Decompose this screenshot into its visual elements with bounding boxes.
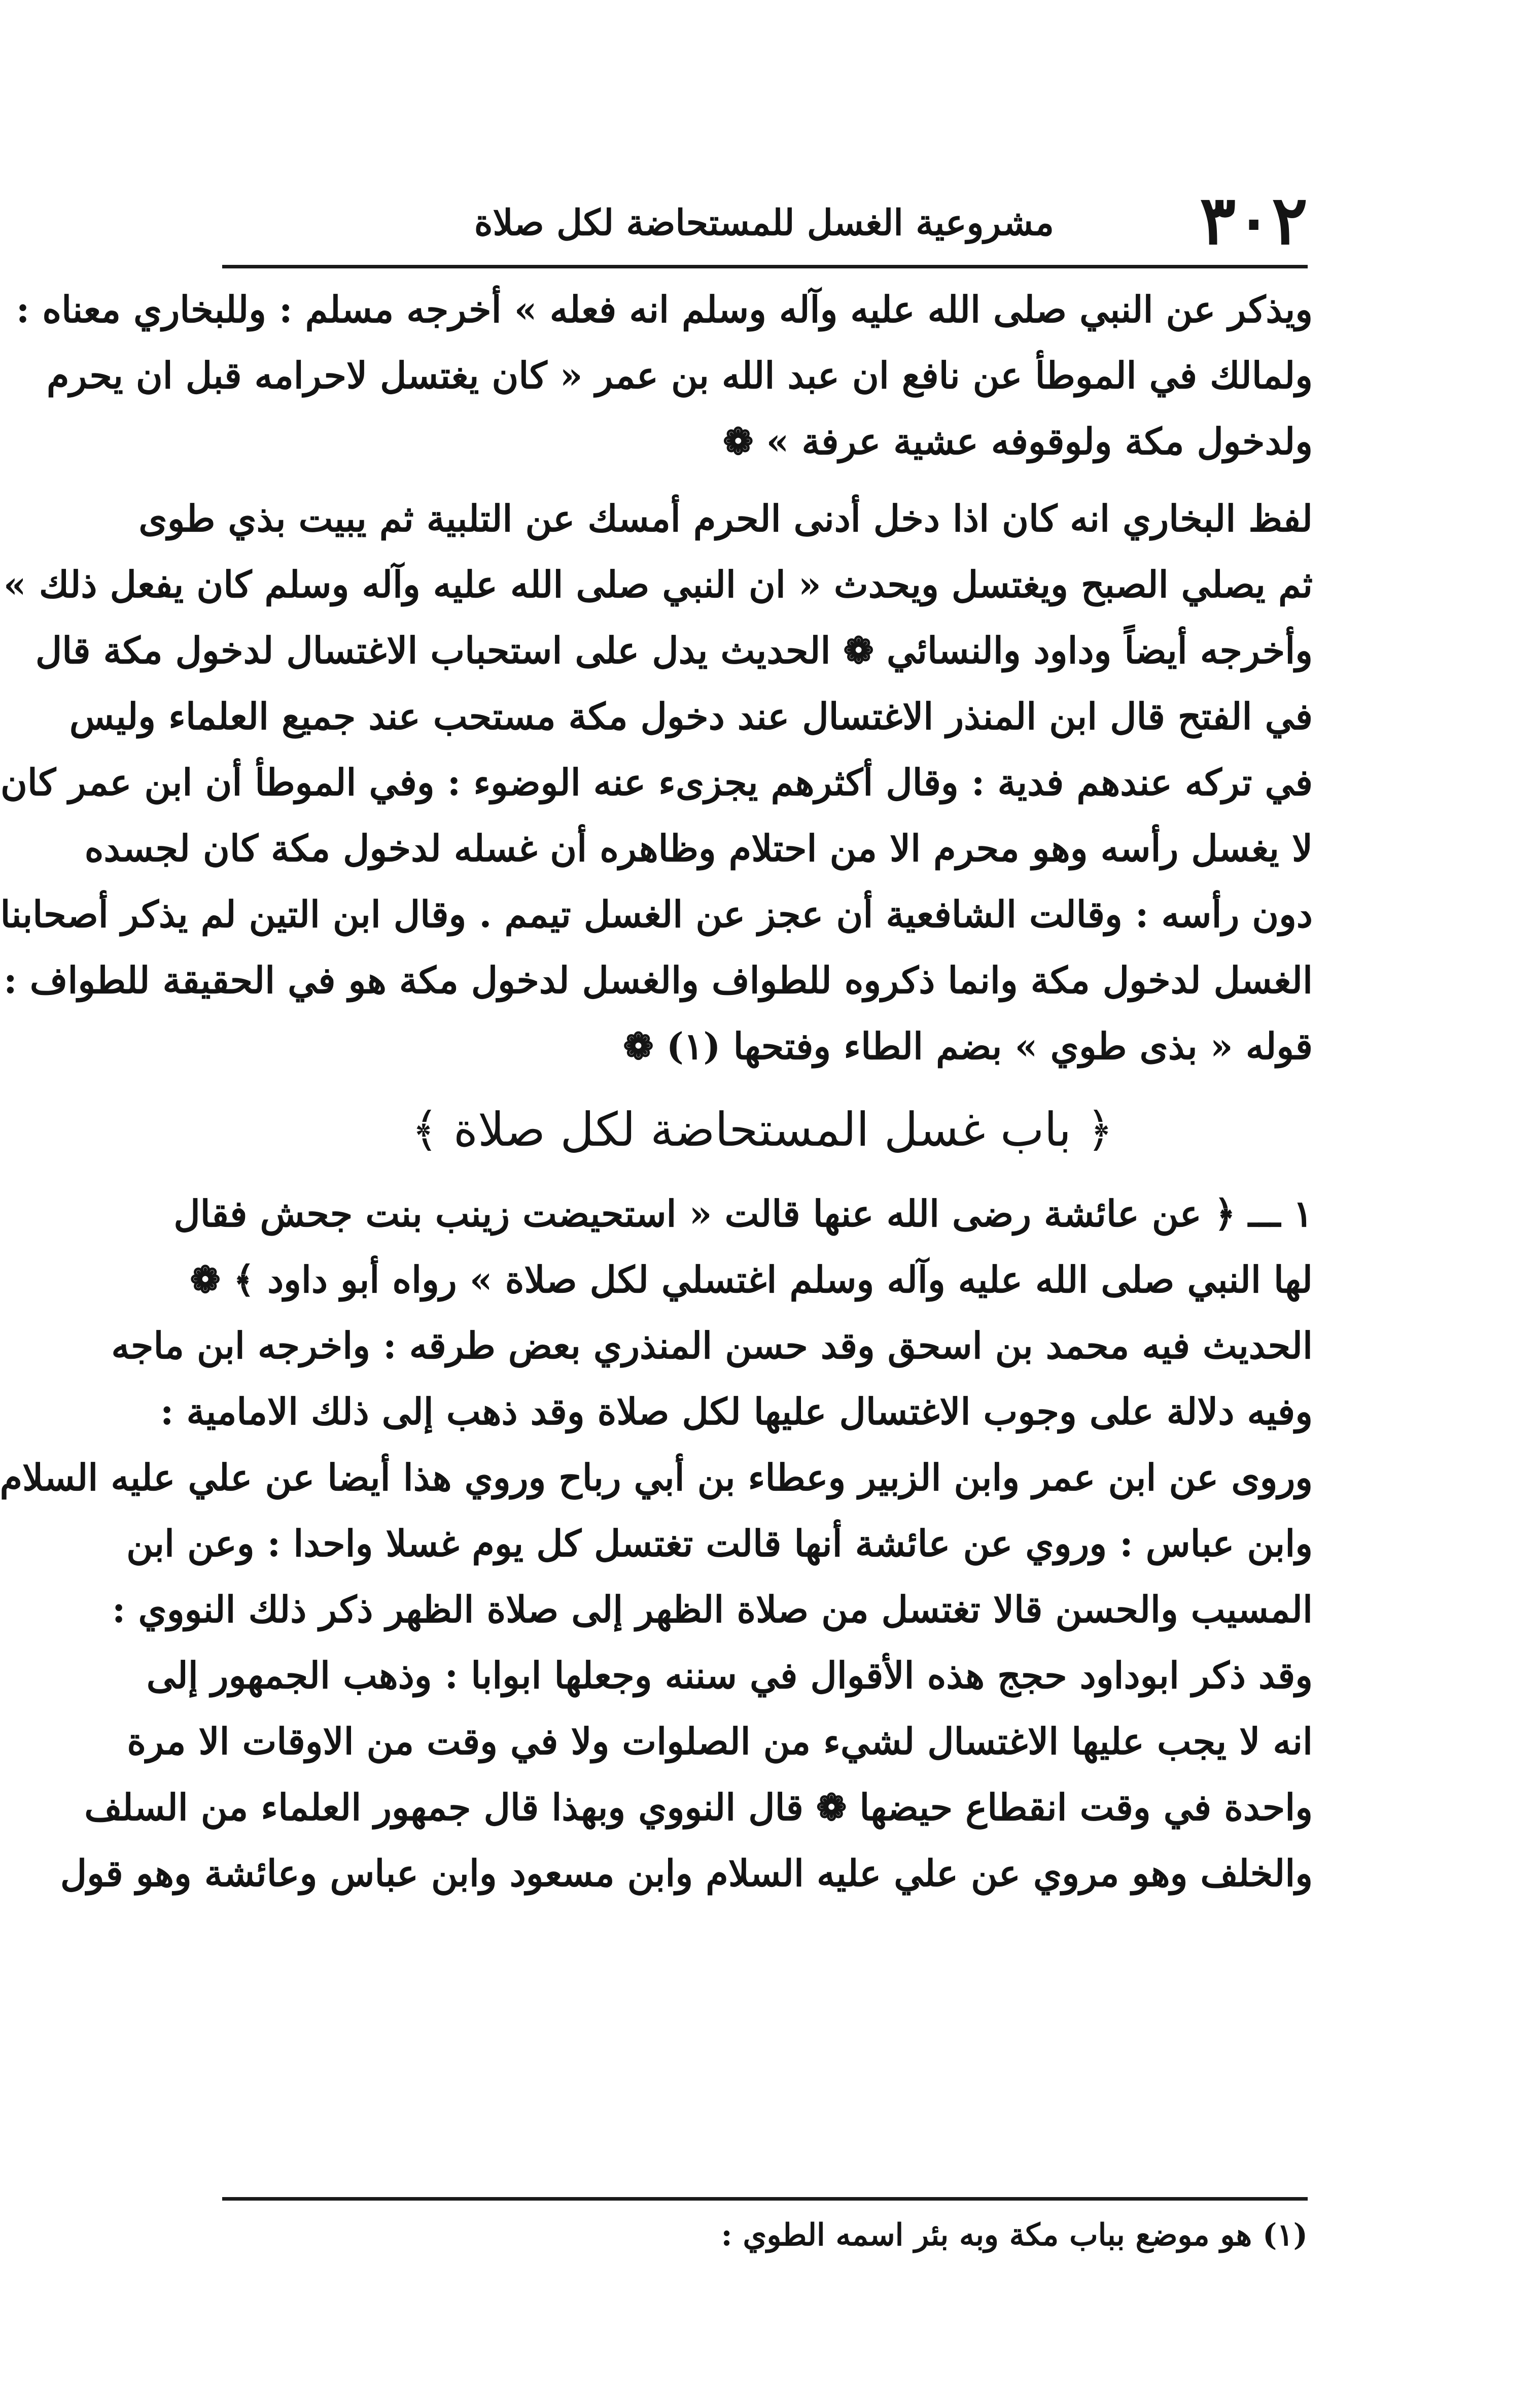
text-line: الغسل لدخول مكة وانما ذكروه للطواف والغسل لدخول مكة هو في الحقيقة للطواف : bbox=[4, 958, 1313, 1002]
text-line: واحدة في وقت انقطاع حيضها ❁ قال النووي وبهذا قال جمهور العلماء من السلف bbox=[84, 1786, 1313, 1829]
main-text bbox=[0, 277, 1313, 1906]
page-number: ٣٠٢ bbox=[1200, 181, 1308, 260]
hadith-line: لها النبي صلى الله عليه وآله وسلم اغتسلي لكل صلاة » رواه أبو داود ﴾ ❁ bbox=[190, 1258, 1313, 1301]
text-line: ثم يصلي الصبح ويغتسل ويحدث « ان النبي صلى الله عليه وآله وسلم كان يفعل ذلك » bbox=[3, 563, 1313, 606]
text-line: لفظ البخاري انه كان اذا دخل أدنى الحرم أمسك عن التلبية ثم يبيت بذي طوى bbox=[138, 497, 1313, 540]
text-line: انه لا يجب عليها الاغتسال لشيء من الصلوات ولا في وقت من الاوقات الا مرة bbox=[127, 1720, 1313, 1763]
footnote-rule bbox=[222, 2197, 1308, 2201]
text-line: قوله « بذى طوي » بضم الطاء وفتحها (١) ❁ bbox=[623, 1024, 1313, 1068]
text-line: المسيب والحسن قالا تغتسل من صلاة الظهر إلى صلاة الظهر ذكر ذلك النووي : bbox=[112, 1588, 1313, 1631]
text-line: وأخرجه أيضاً وداود والنسائي ❁ الحديث يدل على استحباب الاغتسال لدخول مكة قال bbox=[35, 629, 1313, 672]
header-rule bbox=[222, 265, 1308, 268]
hadith-line: ١ ـــ ﴿ عن عائشة رضى الله عنها قالت « استحيضت زينب بنت جحش فقال bbox=[173, 1192, 1313, 1235]
chapter-heading: ﴿ باب غسل المستحاضة لكل صلاة ﴾ bbox=[411, 1103, 1114, 1157]
text-line: في الفتح قال ابن المنذر الاغتسال عند دخول مكة مستحب عند جميع العلماء وليس bbox=[69, 695, 1313, 738]
page-header bbox=[222, 183, 1308, 264]
paragraph-gap bbox=[212, 474, 1313, 486]
text-line: في تركه عندهم فدية : وقال أكثرهم يجزىء عنه الوضوء : وفي الموطأ أن ابن عمر كان bbox=[1, 761, 1313, 804]
text-line: وفيه دلالة على وجوب الاغتسال عليها لكل صلاة وقد ذهب إلى ذلك الامامية : bbox=[160, 1390, 1313, 1433]
text-line: وقد ذكر ابوداود حجج هذه الأقوال في سننه وجعلها ابوابا : وذهب الجمهور إلى bbox=[146, 1654, 1313, 1697]
text-line: دون رأسه : وقالت الشافعية أن عجز عن الغسل تيمم . وقال ابن التين لم يذكر أصحابنا bbox=[0, 893, 1313, 936]
text-line: والخلف وهو مروي عن علي عليه السلام وابن مسعود وابن عباس وعائشة وهو قول bbox=[60, 1852, 1313, 1895]
text-line: وابن عباس : وروي عن عائشة أنها قالت تغتسل كل يوم غسلا واحدا : وعن ابن bbox=[126, 1522, 1313, 1565]
text-line: ولمالك في الموطأ عن نافع ان عبد الله بن عمر « كان يغتسل لاحرامه قبل ان يحرم bbox=[47, 354, 1313, 397]
text-line: ويذكر عن النبي صلى الله عليه وآله وسلم انه فعله » أخرجه مسلم : وللبخاري معناه : bbox=[16, 288, 1313, 331]
running-title: مشروعية الغسل للمستحاضة لكل صلاة bbox=[474, 201, 1054, 244]
text-line: ولدخول مكة ولوقوفه عشية عرفة » ❁ bbox=[723, 420, 1313, 463]
footnote: (١) هو موضع بباب مكة وبه بئر اسمه الطوي : bbox=[721, 2217, 1308, 2253]
text-line: الحديث فيه محمد بن اسحق وقد حسن المنذري بعض طرقه : واخرجه ابن ماجه bbox=[111, 1324, 1313, 1367]
text-line: وروى عن ابن عمر وابن الزبير وعطاء بن أبي رباح وروي هذا أيضا عن علي عليه السلام bbox=[0, 1456, 1313, 1499]
text-line: لا يغسل رأسه وهو محرم الا من احتلام وظاهره أن غسله لدخول مكة كان لجسده bbox=[84, 827, 1313, 870]
